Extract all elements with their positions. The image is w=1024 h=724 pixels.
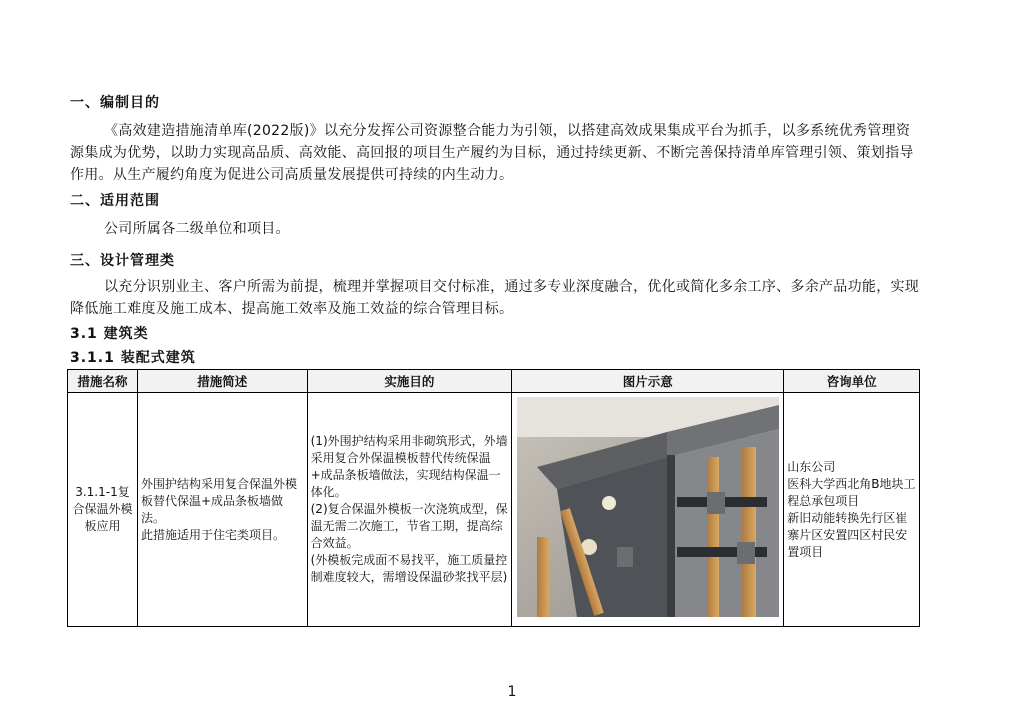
header-cell: 实施目的 bbox=[307, 370, 512, 393]
measure-name-cell: 3.1.1-1复合保温外模板应用 bbox=[68, 393, 138, 627]
section-heading-design: 三、设计管理类 bbox=[70, 253, 175, 269]
section-heading-purpose: 一、编制目的 bbox=[70, 95, 160, 111]
unit-line: 新旧动能转换先行区崔寨片区安置四区村民安置项目 bbox=[787, 510, 908, 559]
scope-paragraph: 公司所属各二级单位和项目。 bbox=[104, 221, 290, 237]
purpose-line: (外模板完成面不易找平，施工质量控制难度较大，需增设保温砂浆找平层) bbox=[310, 553, 508, 584]
design-paragraph: 以充分识别业主、客户所需为前提，梳理并掌握项目交付标准，通过多专业深度融合，优化或简化多余工序、多余产品功能，实现降低施工难度及施工成本、提高施工效率及施工效益的综合管理目标。 bbox=[70, 279, 920, 317]
header-cell: 图片示意 bbox=[512, 370, 784, 393]
header-cell: 咨询单位 bbox=[784, 370, 920, 393]
purpose-cell bbox=[307, 393, 512, 627]
tie-bolt bbox=[602, 496, 616, 510]
header-cell: 措施简述 bbox=[137, 370, 307, 393]
purpose-paragraph: 《高效建造措施清单库(2022版)》以充分发挥公司资源整合能力为引领，以搭建高效成果集成平台为抓手，以多系统优秀管理资源集成为优势，以助力实现高品质、高效能、高回报的项目生产履约为目标，通过持续更新、不断完善保持清单库管理引领、策划指导作用。从生产履约角度为促进公司高质量发展提供可持续的内生动力。 bbox=[70, 123, 914, 183]
consulting-unit-cell bbox=[784, 393, 920, 627]
header-cell: 措施名称 bbox=[68, 370, 138, 393]
section-heading-scope: 二、适用范围 bbox=[70, 193, 160, 209]
purpose-line: (1)外围护结构采用非砌筑形式，外墙采用复合外保温模板替代传统保温+成品条板墙做法，实现结构保温一体化。 bbox=[310, 434, 508, 499]
table-row bbox=[68, 393, 920, 627]
measures-table bbox=[67, 369, 920, 627]
formwork-photo bbox=[517, 397, 779, 617]
description-line: 外围护结构采用复合保温外模板替代保温+成品条板墙做法。 bbox=[140, 476, 297, 525]
unit-line: 医科大学西北角B地块工程总承包项目 bbox=[787, 476, 916, 508]
subsection-heading-architecture: 3.1 建筑类 bbox=[70, 326, 149, 342]
measure-description-cell bbox=[137, 393, 307, 627]
unit-line: 山东公司 bbox=[787, 459, 836, 474]
subsection-heading-prefab: 3.1.1 装配式建筑 bbox=[70, 350, 196, 366]
table-header-row bbox=[68, 370, 920, 393]
photo-cell bbox=[512, 393, 784, 627]
page-number: 1 bbox=[507, 684, 517, 700]
purpose-line: (2)复合保温外模板一次浇筑成型，保温无需二次施工，节省工期，提高综合效益。 bbox=[310, 502, 508, 550]
description-line: 此措施适用于住宅类项目。 bbox=[140, 527, 285, 542]
